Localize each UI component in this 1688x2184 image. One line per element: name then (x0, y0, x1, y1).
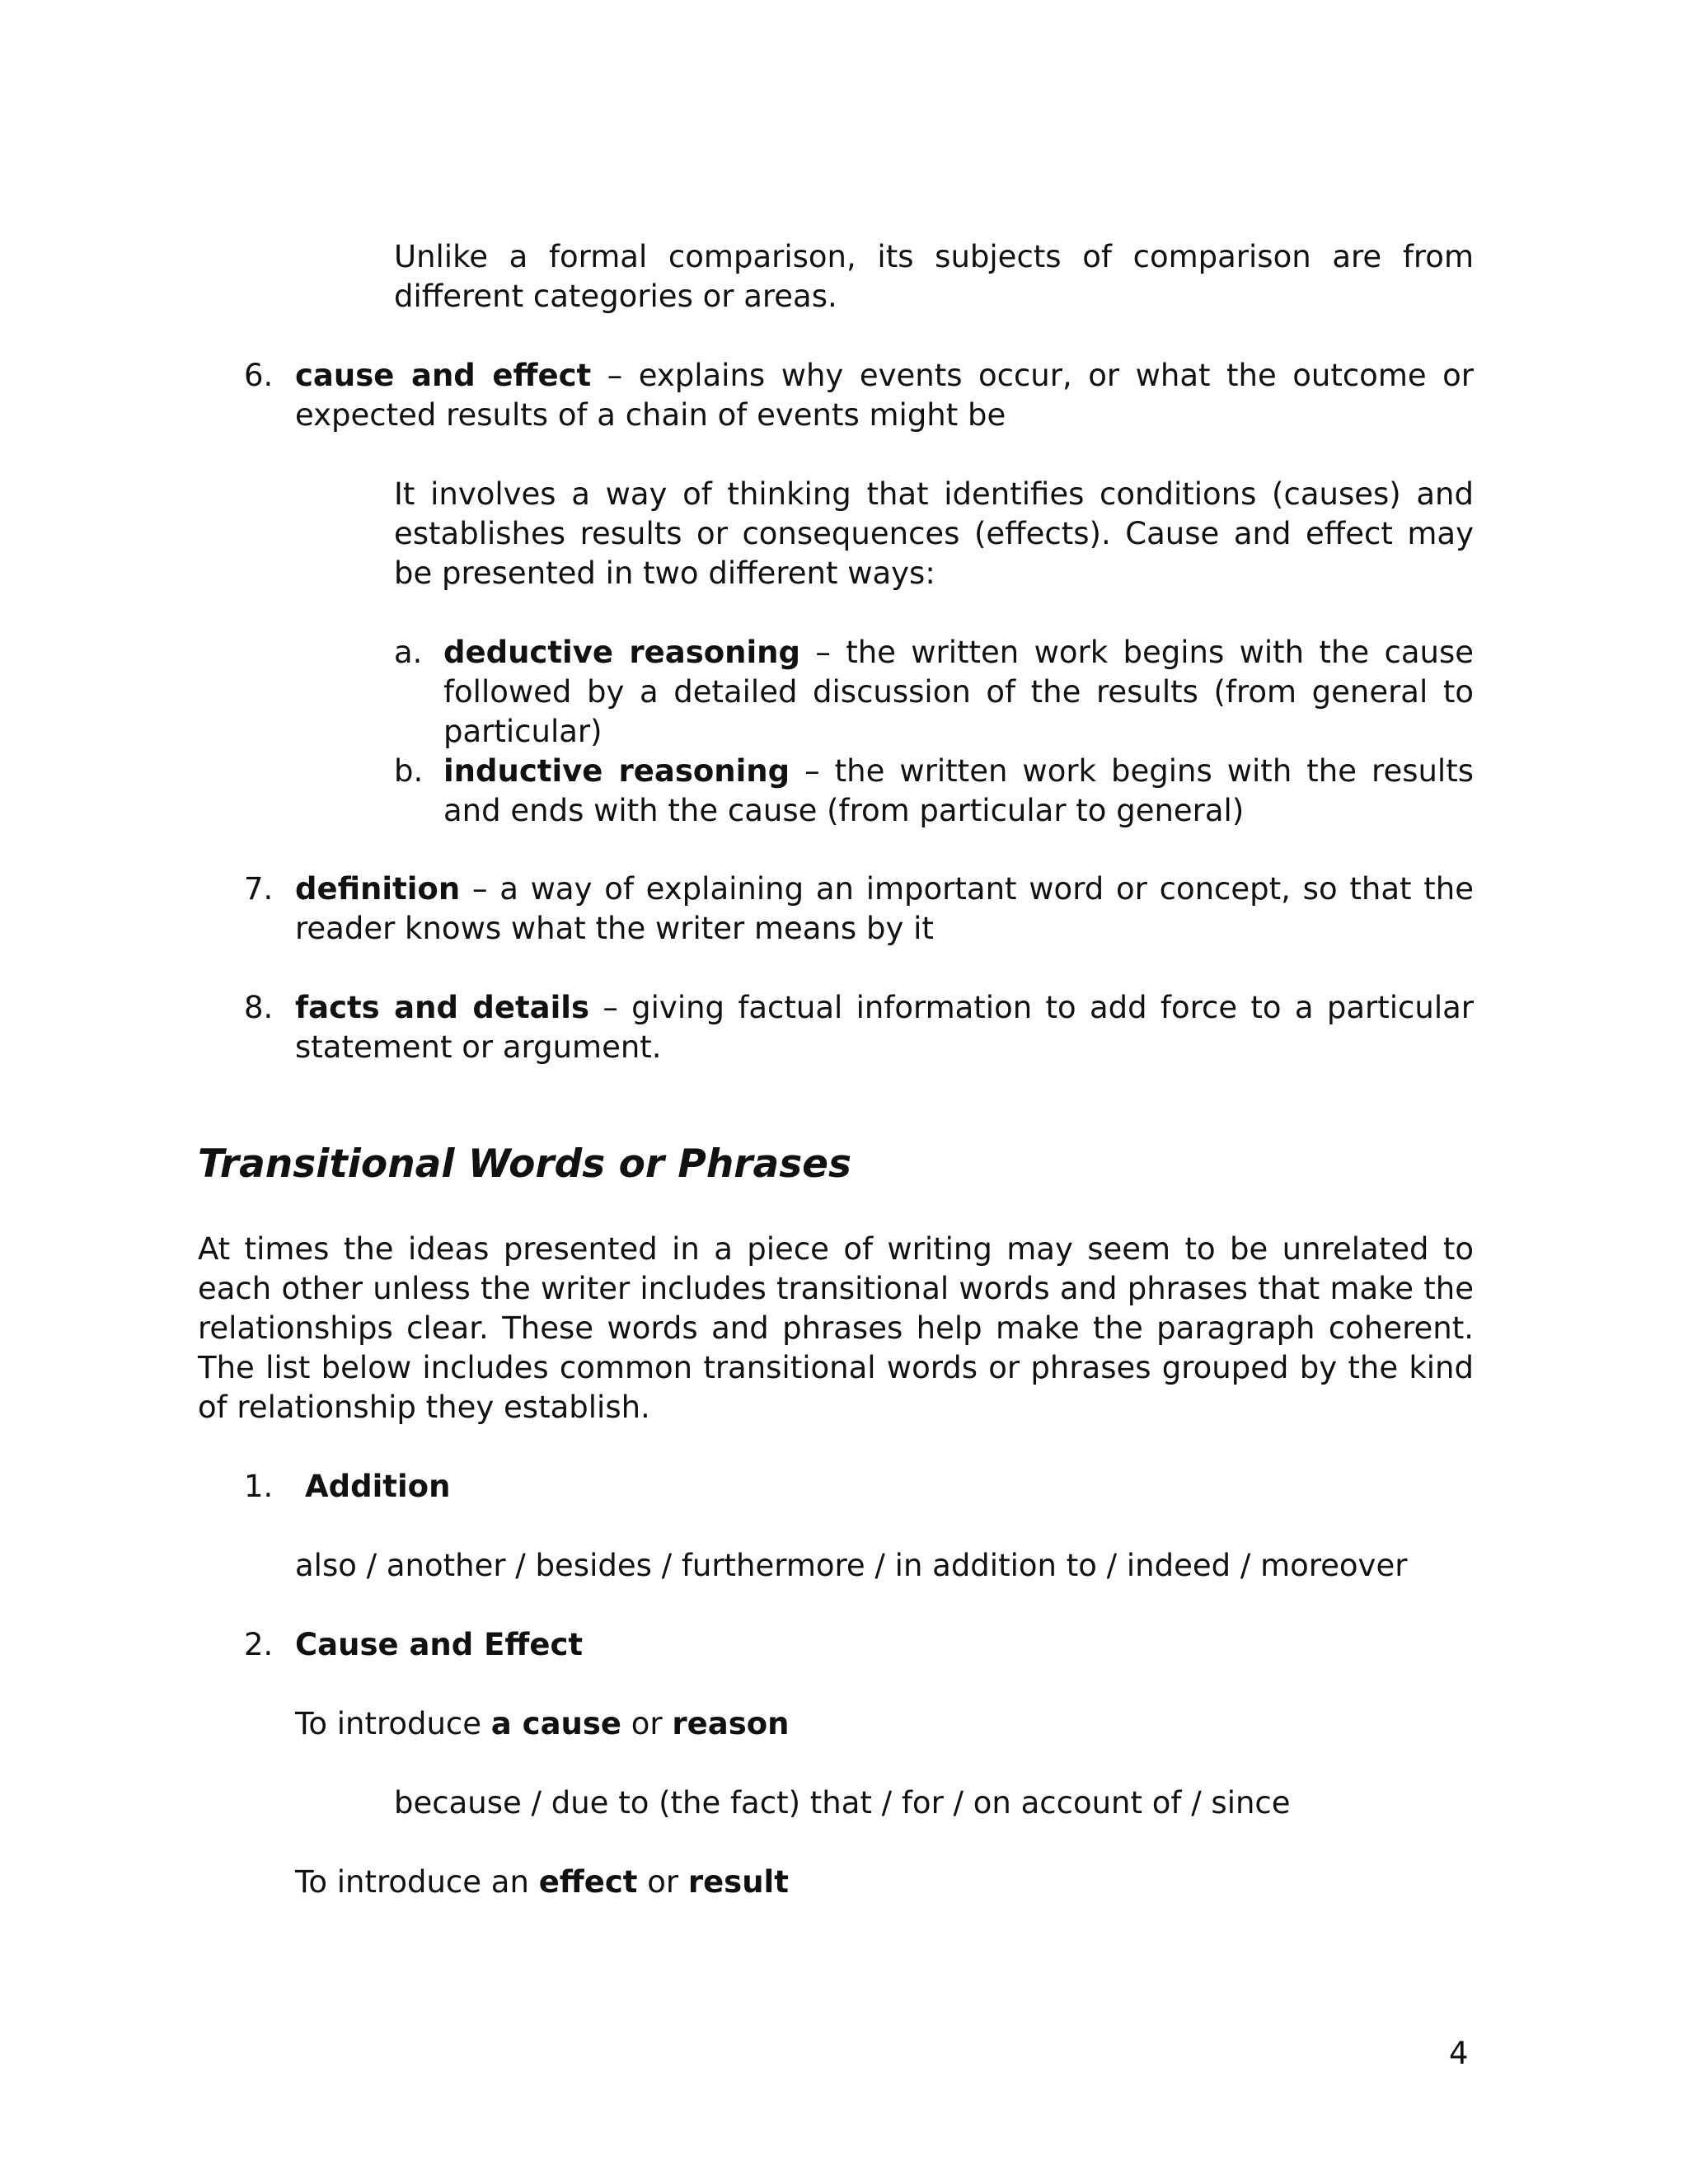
sub-b-term: inductive reasoning (443, 753, 790, 789)
item-8-term: facts and details (295, 990, 590, 1025)
effect-intro-prefix: To introduce an (295, 1864, 539, 1900)
item-6-paragraph: It involves a way of thinking that identifies conditions (causes) and establishes results or consequences (effects). Cause and effect may be presented in two different ways: (394, 476, 1474, 591)
item-7-number: 7. (244, 871, 274, 907)
cause-words: because / due to (the fact) that / for / on account of / since (394, 1785, 1291, 1821)
effect-intro-term2: result (687, 1864, 789, 1900)
section-heading: Transitional Words or Phrases (198, 1141, 852, 1187)
effect-intro-line (295, 1863, 789, 1902)
cause-intro-line (295, 1704, 789, 1744)
trans-1-number: 1. (244, 1469, 274, 1504)
sub-a-letter: a. (394, 635, 423, 670)
continuation-paragraph: Unlike a formal comparison, its subjects of comparison are from different categories or areas. (394, 239, 1474, 314)
cause-intro-prefix: To introduce (295, 1706, 491, 1741)
trans-1-words: also / another / besides / furthermore / in addition to / indeed / moreover (295, 1548, 1408, 1583)
item-6-desc: – explains why events occur, or what the outcome or expected results of a chain of events might be (295, 358, 1474, 433)
item-6-text (295, 356, 1474, 435)
cause-intro-term1: a cause (490, 1706, 622, 1741)
item-6-number: 6. (244, 358, 274, 393)
item-7-text (295, 869, 1474, 949)
effect-intro-mid: or (637, 1864, 688, 1900)
trans-1-title: Addition (305, 1469, 451, 1504)
item-8-number: 8. (244, 990, 274, 1025)
sub-b-letter: b. (394, 753, 424, 789)
sub-b-text (443, 752, 1474, 831)
sub-a-desc: – the written work begins with the cause followed by a detailed discussion of the results (from general to particular) (443, 635, 1474, 749)
sub-b-desc: – the written work begins with the results and ends with the cause (from particular to general) (443, 753, 1474, 828)
cause-intro-term2: reason (672, 1706, 790, 1741)
sub-a-text (443, 633, 1474, 752)
sub-a-term: deductive reasoning (443, 635, 800, 670)
item-7-desc: – a way of explaining an important word or concept, so that the reader knows what the writer means by it (295, 871, 1474, 946)
trans-2-number: 2. (244, 1627, 274, 1662)
item-8-text (295, 988, 1474, 1067)
cause-intro-mid: or (621, 1706, 673, 1741)
intro-paragraph: At times the ideas presented in a piece of writing may seem to be unrelated to each other unless the writer includes transitional words and phrases that make the relationships clear. These words and phrases help make the paragraph coherent. The list below includes common transitional words or phrases grouped by the kind of relationship they establish. (198, 1231, 1474, 1425)
effect-intro-term1: effect (538, 1864, 638, 1900)
item-8-desc: – giving factual information to add force to a particular statement or argument. (295, 990, 1474, 1065)
page-number: 4 (1449, 2036, 1469, 2071)
trans-2-title: Cause and Effect (295, 1627, 584, 1662)
item-7-term: definition (295, 871, 461, 907)
item-6-term: cause and effect (295, 358, 592, 393)
